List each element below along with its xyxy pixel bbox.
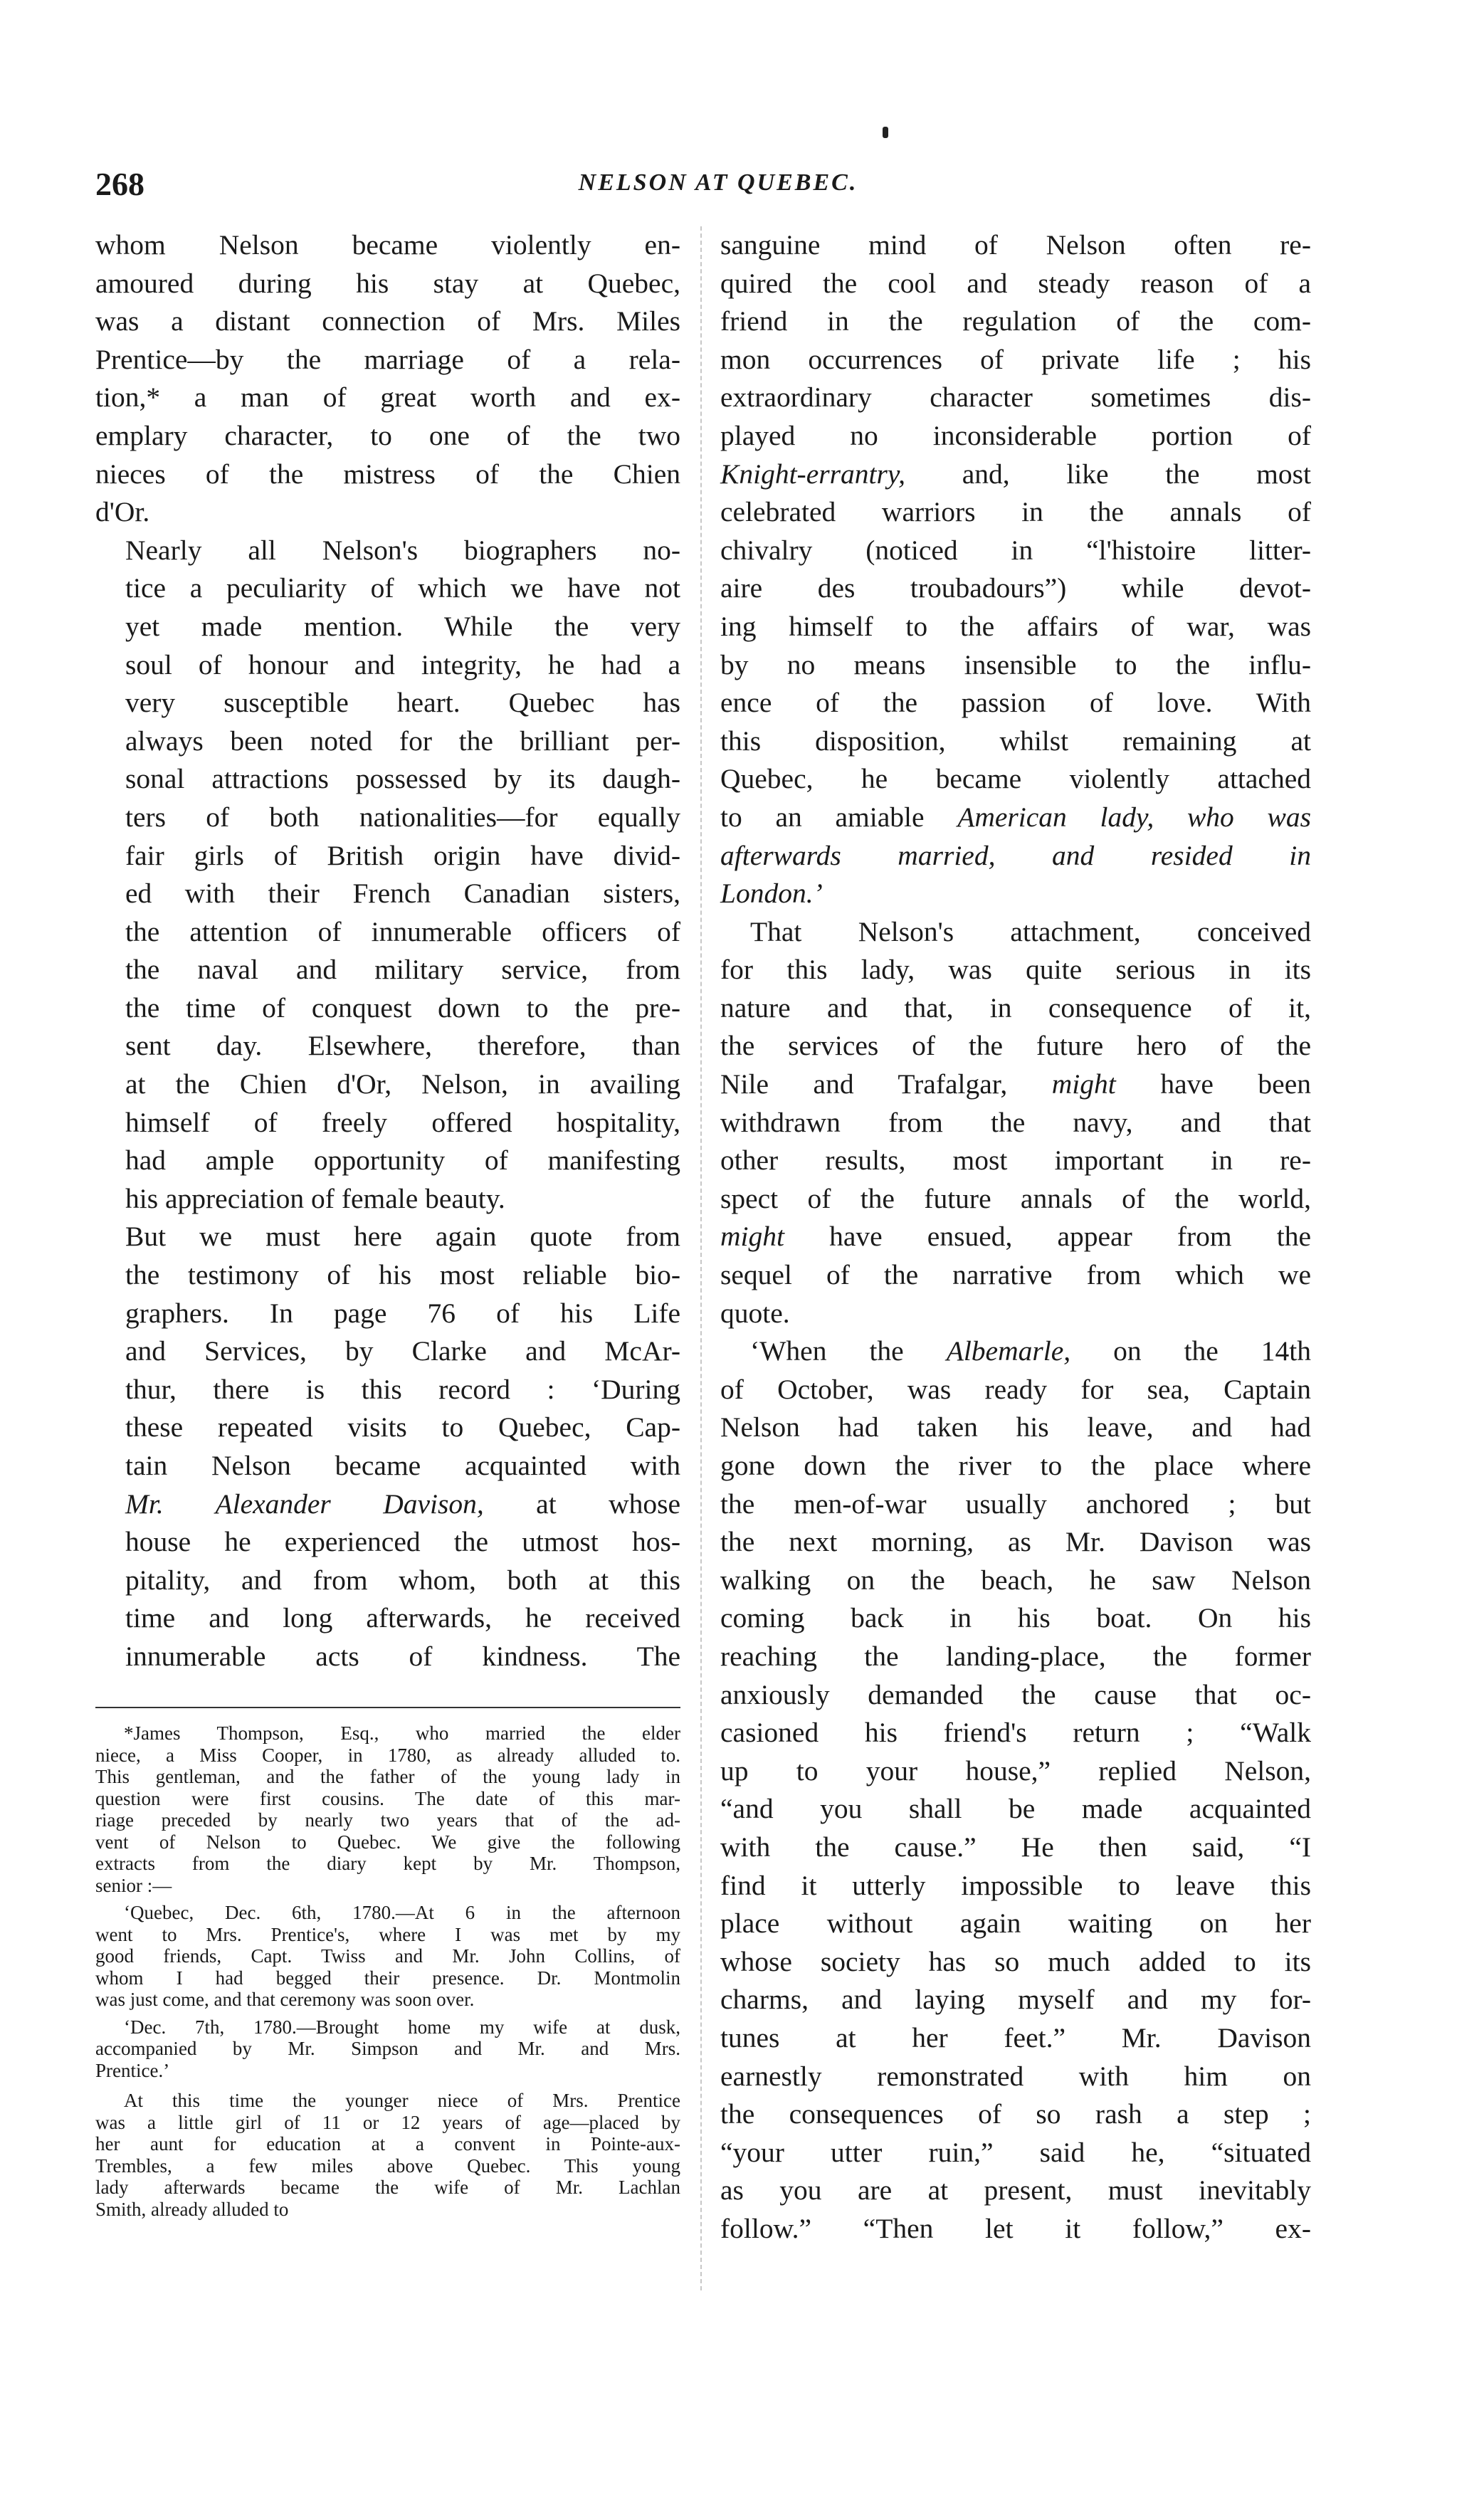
italic-ship-name: Albemarle,	[946, 1335, 1071, 1367]
right-column	[720, 226, 1311, 2248]
text-line: celebrated warriors in the annals of	[720, 496, 1311, 528]
text-line	[720, 799, 1311, 837]
text-line: soul of honour and integrity, he had a	[125, 648, 680, 680]
text-line: house he experienced the utmost hos-	[125, 1526, 680, 1558]
footnote-line: her aunt for education at a convent in Pointe-aux-	[95, 2133, 680, 2154]
text-line: anxiously demanded the cause that oc-	[720, 1678, 1311, 1710]
text-line: graphers. In page 76 of his Life	[125, 1297, 680, 1329]
footnote-line: extracts from the diary kept by Mr. Thompson,	[95, 1853, 680, 1874]
text-line: for this lady, was quite serious in its	[720, 954, 1311, 986]
text-fragment: have ensued, appear from the	[829, 1221, 1311, 1253]
text-line: at the Chien d'Or, Nelson, in availing	[125, 1068, 680, 1100]
text-line: ed with their French Canadian sisters,	[125, 878, 680, 910]
text-line: very susceptible heart. Quebec has	[125, 687, 680, 719]
text-line: gone down the river to the place where	[720, 1450, 1311, 1481]
text-line: Quebec, he became violently attached	[720, 763, 1311, 795]
paragraph	[95, 532, 680, 1219]
text-line: ters of both nationalities—for equally	[125, 801, 680, 833]
text-line: tain Nelson became acquainted with	[125, 1450, 680, 1481]
text-line: Prentice—by the marriage of a rela-	[95, 343, 680, 375]
text-line: tunes at her feet.” Mr. Davison	[720, 2021, 1311, 2053]
text-line: the next morning, as Mr. Davison was	[720, 1526, 1311, 1558]
footnote-line: Trembles, a few miles above Quebec. This young	[95, 2154, 680, 2177]
text-line: spect of the future annals of the world,	[720, 1182, 1311, 1214]
footnote-line: Smith, already alluded to	[95, 2198, 289, 2220]
text-line: sonal attractions possessed by its daugh-	[125, 763, 680, 795]
text-line: mon occurrences of private life ; his	[720, 343, 1311, 375]
text-line: Nearly all Nelson's biographers no-	[125, 534, 680, 566]
text-line: and Services, by Clarke and McAr-	[125, 1335, 680, 1367]
footnote-line: Prentice.’	[95, 2059, 170, 2081]
footnote-line: was just come, and that ceremony was soon over.	[95, 1989, 475, 2010]
paragraph	[720, 1332, 1311, 2248]
footnote-line: This gentleman, and the father of the young lady in	[95, 1766, 680, 1787]
text-line: as you are at present, must inevitably	[720, 2174, 1311, 2206]
text-line: sequel of the narrative from which we	[720, 1259, 1311, 1291]
paragraph	[720, 226, 1311, 913]
text-line: earnestly remonstrated with him on	[720, 2060, 1311, 2092]
text-line: That Nelson's attachment, conceived	[750, 915, 1311, 947]
text-line: reaching the landing-place, the former	[720, 1640, 1311, 1672]
text-line: aire des troubadours”) while devot-	[720, 572, 1311, 604]
page-header	[95, 165, 1341, 215]
text-line	[95, 1485, 680, 1524]
paragraph	[720, 913, 1311, 1333]
column-divider	[700, 226, 702, 2290]
text-fragment: to an amiable	[720, 801, 925, 833]
page-number: 268	[95, 166, 144, 202]
footnote-line: vent of Nelson to Quebec. We give the following	[95, 1831, 680, 1853]
footnote-line: went to Mrs. Prentice's, where I was met by my	[95, 1923, 680, 1945]
text-line: tion,* a man of great worth and ex-	[95, 382, 680, 414]
text-line: by no means insensible to the influ-	[720, 648, 1311, 680]
text-line: this disposition, whilst remaining at	[720, 725, 1311, 757]
text-line: up to your house,” replied Nelson,	[720, 1754, 1311, 1787]
footnote	[95, 2090, 680, 2220]
text-line	[720, 1218, 1311, 1256]
text-line: the men-of-war usually anchored ; but	[720, 1488, 1311, 1520]
text-line: these repeated visits to Quebec, Cap-	[125, 1411, 680, 1443]
text-line: d'Or.	[95, 496, 150, 528]
text-line: walking on the beach, he saw Nelson	[720, 1564, 1311, 1596]
italic-word: might	[1051, 1068, 1116, 1100]
italic-name: Mr. Alexander Davison,	[125, 1488, 484, 1520]
print-speck	[883, 127, 888, 138]
text-line: thur, there is this record : ‘During	[125, 1373, 680, 1405]
text-fragment: and, like the most	[962, 458, 1312, 490]
italic-word: might	[720, 1221, 784, 1253]
text-line: the testimony of his most reliable bio-	[125, 1259, 680, 1291]
footnote-line: good friends, Capt. Twiss and Mr. John Collins, of	[95, 1945, 680, 1967]
text-line: innumerable acts of kindness. The	[125, 1640, 680, 1672]
text-line: ing himself to the affairs of war, was	[720, 610, 1311, 642]
text-line: nieces of the mistress of the Chien	[95, 458, 680, 490]
spacer	[95, 1896, 680, 1902]
text-line: emplary character, to one of the two	[95, 419, 680, 451]
running-title: NELSON AT QUEBEC.	[578, 169, 858, 196]
text-line: was a distant connection of Mrs. Miles	[95, 305, 680, 337]
text-line: Nelson had taken his leave, and had	[720, 1411, 1311, 1443]
footnote	[95, 1902, 680, 2011]
text-line	[720, 456, 1311, 494]
footnote-line: senior :—	[95, 1874, 172, 1896]
text-line: “and you shall be made acquainted	[720, 1793, 1311, 1825]
text-line: whose society has so much added to its	[720, 1945, 1311, 1977]
footnote-line: niece, a Miss Cooper, in 1780, as already alluded to.	[95, 1744, 680, 1766]
text-line: with the cause.” He then said, “I	[720, 1831, 1311, 1863]
text-line: charms, and laying myself and my for-	[720, 1984, 1311, 2016]
text-line: pitality, and from whom, both at this	[125, 1564, 680, 1596]
text-line: quote.	[720, 1297, 790, 1329]
text-line: chivalry (noticed in “l'histoire litter-	[720, 534, 1311, 566]
spacer	[95, 2081, 680, 2090]
text-line: tice a peculiarity of which we have not	[125, 572, 680, 604]
text-line: his appreciation of female beauty.	[125, 1182, 505, 1214]
text-line: the attention of innumerable officers of	[125, 915, 680, 947]
text-line	[720, 1332, 1311, 1371]
text-fragment: at whose	[536, 1488, 681, 1520]
text-line: But we must here again quote from	[125, 1221, 680, 1253]
text-fragment: have been	[1160, 1068, 1311, 1100]
paragraph	[95, 1218, 680, 1675]
footnote-line: riage preceded by nearly two years that of the ad-	[95, 1809, 680, 1831]
text-line: of October, was ready for sea, Captain	[720, 1373, 1311, 1405]
text-line: coming back in his boat. On his	[720, 1602, 1311, 1634]
footnote-line: whom I had begged their presence. Dr. Montmolin	[95, 1967, 680, 1989]
footnote	[95, 1722, 680, 1896]
text-line: the naval and military service, from	[125, 954, 680, 986]
text-line: always been noted for the brilliant per-	[125, 725, 680, 757]
footnote-line: ‘Quebec, Dec. 6th, 1780.—At 6 in the afternoon	[124, 1902, 680, 1923]
text-line: had ample opportunity of manifesting	[125, 1145, 680, 1177]
text-line: himself of freely offered hospitality,	[125, 1106, 680, 1138]
text-line	[720, 875, 1311, 913]
text-line: the consequences of so rash a step ;	[720, 2098, 1311, 2130]
text-line: ence of the passion of love. With	[720, 687, 1311, 719]
text-fragment: on the 14th	[1113, 1335, 1312, 1367]
text-line: the services of the future hero of the	[720, 1030, 1311, 1062]
text-line: fair girls of British origin have divid-	[125, 839, 680, 871]
footnote-rule	[95, 1707, 680, 1708]
footnote-line: was a little girl of 11 or 12 years of age—placed by	[95, 2111, 680, 2133]
footnotes	[95, 1722, 680, 2220]
italic-phrase: London.’	[720, 878, 823, 910]
text-line: place without again waiting on her	[720, 1908, 1311, 1940]
text-line: “your utter ruin,” said he, “situated	[720, 2136, 1311, 2168]
text-line: amoured during his stay at Quebec,	[95, 267, 680, 299]
footnote-line: *James Thompson, Esq., who married the elder	[124, 1722, 680, 1744]
text-fragment: ‘When the	[750, 1335, 904, 1367]
footnote-line: At this time the younger niece of Mrs. Prentice	[124, 2090, 680, 2111]
text-line: time and long afterwards, he received	[125, 1602, 680, 1634]
text-line: quired the cool and steady reason of a	[720, 267, 1311, 299]
footnote-line: question were first cousins. The date of this mar-	[95, 1787, 680, 1809]
text-line: extraordinary character sometimes dis-	[720, 382, 1311, 414]
text-line	[720, 837, 1311, 875]
spacer	[95, 2011, 680, 2016]
paragraph	[95, 226, 680, 532]
text-line: withdrawn from the navy, and that	[720, 1106, 1311, 1138]
text-line: sent day. Elsewhere, therefore, than	[125, 1030, 680, 1062]
text-line	[720, 1066, 1311, 1104]
text-line: casioned his friend's return ; “Walk	[720, 1717, 1311, 1749]
footnote-line: ‘Dec. 7th, 1780.—Brought home my wife at dusk,	[124, 2016, 680, 2038]
footnote	[95, 2016, 680, 2082]
text-line: the time of conquest down to the pre-	[125, 991, 680, 1024]
text-line: yet made mention. While the very	[125, 610, 680, 642]
text-line: find it utterly impossible to leave this	[720, 1869, 1311, 1901]
text-line: played no inconsiderable portion of	[720, 419, 1311, 451]
italic-phrase: Knight-errantry,	[720, 458, 906, 490]
text-line: follow.” “Then let it follow,” ex-	[720, 2212, 1311, 2244]
footnote-line: accompanied by Mr. Simpson and Mr. and Mrs.	[95, 2038, 680, 2059]
text-fragment: Nile and Trafalgar,	[720, 1068, 1008, 1100]
italic-phrase: American lady, who was	[957, 801, 1311, 833]
text-line: nature and that, in consequence of it,	[720, 991, 1311, 1024]
left-column	[95, 226, 680, 1676]
text-line: other results, most important in re-	[720, 1145, 1311, 1177]
text-line: whom Nelson became violently en-	[95, 229, 680, 261]
footnote-line: lady afterwards became the wife of Mr. Lachlan	[95, 2177, 680, 2198]
text-line: sanguine mind of Nelson often re-	[720, 229, 1311, 261]
italic-phrase: afterwards married, and resided in	[720, 839, 1311, 871]
text-line: friend in the regulation of the com-	[720, 305, 1311, 337]
